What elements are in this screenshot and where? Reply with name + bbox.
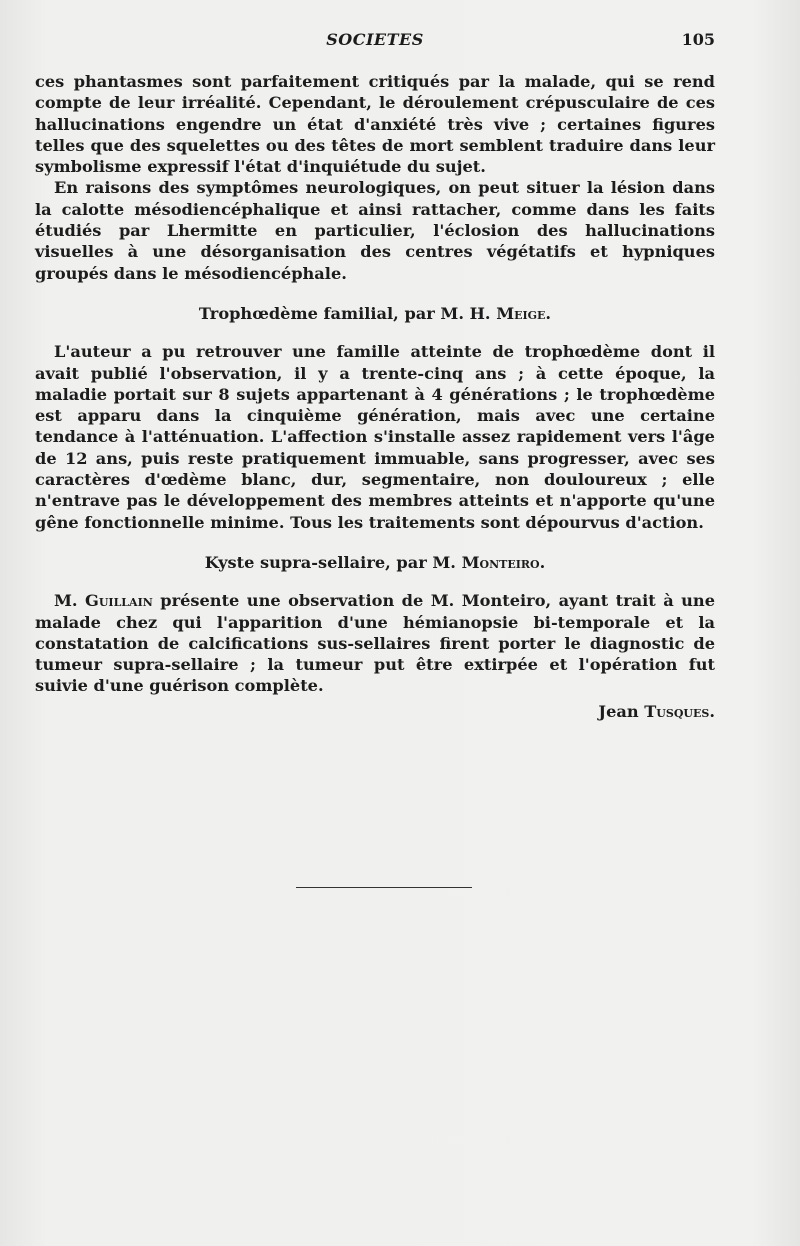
title-period: .	[539, 552, 546, 572]
signature	[35, 701, 715, 722]
section-author: Monteiro	[461, 552, 540, 572]
signature-first-name: Jean	[598, 701, 645, 721]
section-title-trophoedeme	[35, 303, 715, 324]
paragraph-trophoedeme: L'auteur a pu retrouver une famille atteinte de trophœdème dont il avait publié l'observation, il y a trente-cinq ans ; à cette époque, la maladie portait sur 8 sujets appartenant à 4 générations ; le trophœdème est apparu dans la cinquième génération, mais avec une certaine tendance à l'atténuation. L'affection s'installe assez rapidement vers l'âge de 12 ans, puis reste pratiquement immuable, sans progresser, avec ses caractères d'œdème blanc, dur, segmentaire, non douloureux ; elle n'entrave pas le développement des membres atteints et n'apporte qu'une gêne fonctionnelle minime. Tous les traitements sont dépourvus d'action.	[35, 342, 715, 532]
section-author: Meige	[496, 303, 546, 323]
page-number: 105	[681, 30, 715, 49]
paragraph-kyste	[35, 590, 715, 696]
presenter-name: Guillain	[85, 591, 153, 611]
body-prefix: M.	[54, 591, 86, 611]
title-period: .	[545, 303, 552, 323]
paragraph-continuation: ces phantasmes sont parfaitement critiqués par la malade, qui se rend compte de leur irréalité. Cependant, le déroulement crépusculaire de ces hallucinations engendre un état d'anxiété très vive ; certaines figures telles que des squelettes ou des têtes de mort semblent traduire dans leur symbolisme expressif l'état d'inquiétude du sujet.	[35, 72, 715, 177]
page-header	[35, 30, 715, 52]
section-divider	[296, 887, 472, 888]
paragraph-lesion: En raisons des symptômes neurologiques, on peut situer la lésion dans la calotte mésodiencéphalique et ainsi rattacher, comme dans les faits étudiés par Lhermitte en particulier, l'éclosion des hallucinations visuelles à une désorganisation des centres végétatifs et hypniques groupés dans le mésodiencéphale.	[35, 178, 715, 283]
signature-period: .	[709, 701, 715, 721]
body-text: présente une observation de M. Monteiro, ayant trait à une malade chez qui l'apparition d'une hémianopsie bi-temporale et la constatation de calcifications sus-sellaires firent porter le diagnostic de tumeur supra-sellaire ; la tumeur put être extirpée et l'opération fut suivie d'une guérison complète.	[35, 591, 715, 696]
section-title-text: Trophœdème familial, par M. H.	[198, 303, 497, 323]
section-title-text: Kyste supra-sellaire, par M.	[204, 552, 462, 572]
section-title-kyste	[35, 552, 715, 573]
running-head: SOCIETES	[326, 30, 424, 49]
article-body	[35, 71, 715, 722]
signature-last-name: Tusques	[644, 701, 710, 721]
